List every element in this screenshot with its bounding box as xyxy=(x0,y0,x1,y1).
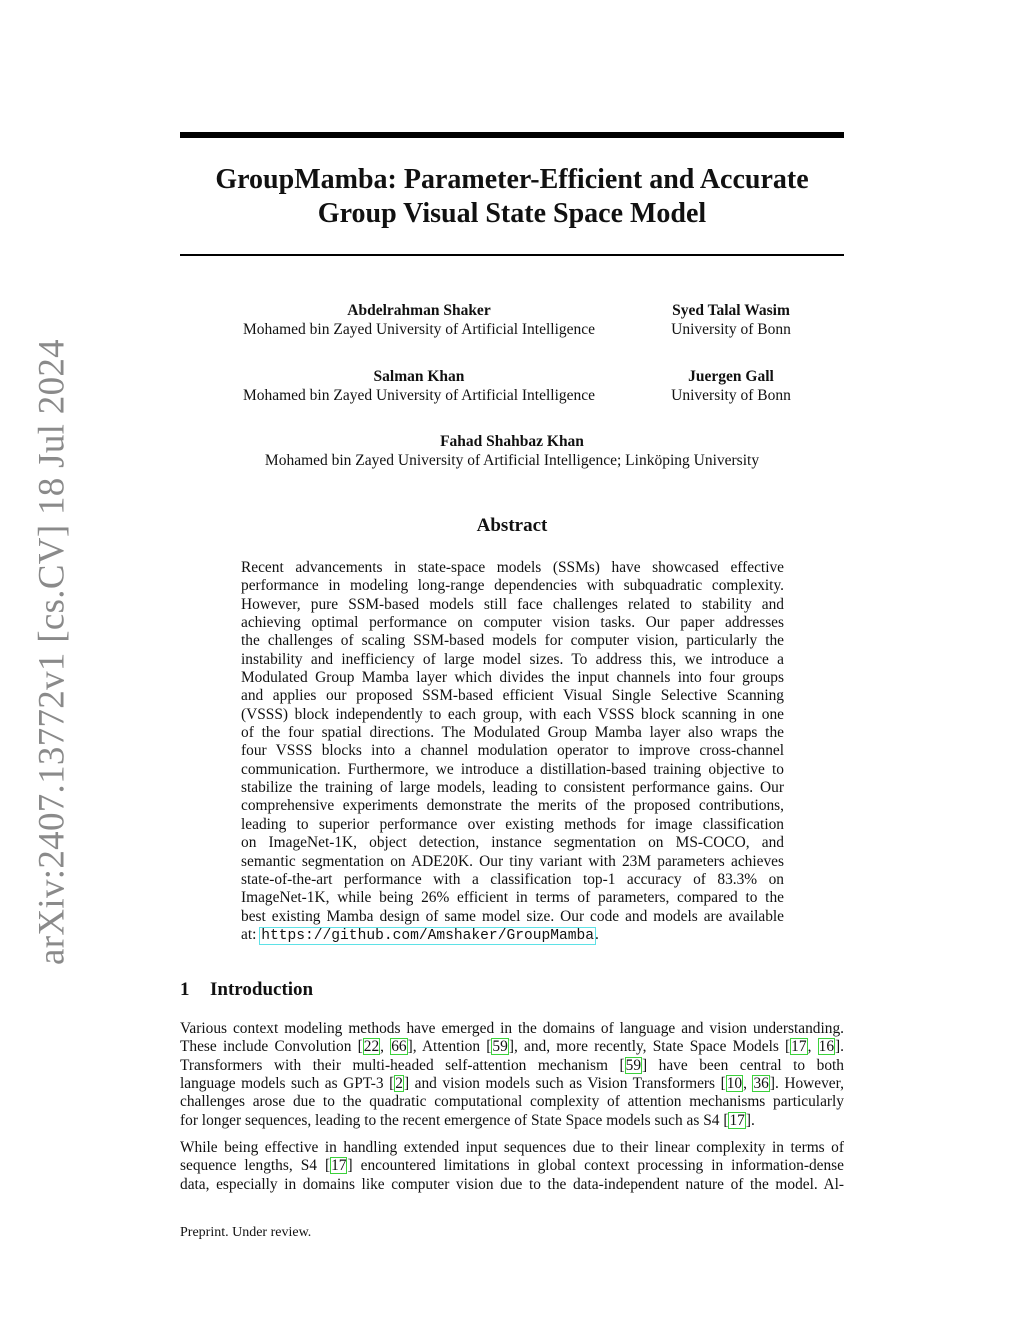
citation-link[interactable]: 2 xyxy=(395,1075,403,1093)
intro-line: Various context modeling methods have emerged in the domains of language and vision understanding. xyxy=(180,1020,844,1037)
intro-line xyxy=(180,1075,844,1093)
text-run: Transformers with their multi-headed self-attention mechanism [ xyxy=(180,1056,625,1074)
abstract-link-prefix: at: xyxy=(241,925,261,943)
abstract-line: the challenges of scaling SSM-based models for computer vision, particularly the xyxy=(241,632,784,650)
text-run: ] and vision models such as Vision Transformers [ xyxy=(403,1075,726,1093)
author-affiliation: Mohamed bin Zayed University of Artificial Intelligence xyxy=(242,387,596,404)
author-block xyxy=(650,367,812,405)
author-affiliation: University of Bonn xyxy=(671,387,791,404)
author-block xyxy=(220,301,618,339)
arxiv-identifier-stamp: arXiv:2407.13772v1 [cs.CV] 18 Jul 2024 xyxy=(31,339,73,965)
footer-note: Preprint. Under review. xyxy=(180,1225,312,1240)
citation-link[interactable]: 17 xyxy=(791,1038,807,1056)
abstract-line: four VSSS blocks into a channel modulation operator to improve cross-channel xyxy=(241,742,784,760)
paper-title xyxy=(180,163,844,231)
text-run: for longer sequences, leading to the recent emergence of State Space models such as S4 [ xyxy=(180,1111,729,1129)
text-run: ], Attention [ xyxy=(407,1038,492,1056)
text-run: ]. However, xyxy=(769,1075,844,1093)
abstract-line: of the four spatial directions. The Modulated Group Mamba layer also wraps the xyxy=(241,724,784,742)
abstract-line: However, pure SSM-based models still face challenges related to stability and xyxy=(241,595,784,613)
intro-line xyxy=(180,1157,844,1175)
text-run: ] have been central to both xyxy=(642,1056,845,1074)
author-name: Juergen Gall xyxy=(688,368,774,385)
intro-line: data, especially in domains like computer vision due to the data-independent nature of the model. Al- xyxy=(180,1175,844,1193)
author-affiliation: Mohamed bin Zayed University of Artificial Intelligence; Linköping University xyxy=(264,452,760,469)
citation-link[interactable]: 59 xyxy=(625,1056,642,1074)
author-name: Fahad Shahbaz Khan xyxy=(440,433,584,450)
citation-link[interactable]: 22 xyxy=(363,1038,380,1056)
author-affiliation: University of Bonn xyxy=(671,321,791,338)
author-name: Salman Khan xyxy=(373,368,465,385)
citation-link[interactable]: 36 xyxy=(753,1075,769,1093)
intro-paragraph-2 xyxy=(180,1139,844,1194)
abstract-line: (VSSS) block independently to each group, with each VSSS block scanning in one xyxy=(241,705,784,723)
text-run: language models such as GPT-3 [ xyxy=(180,1075,395,1093)
author-block xyxy=(180,432,844,470)
author-affiliation: Mohamed bin Zayed University of Artificial Intelligence xyxy=(242,321,596,338)
citation-link[interactable]: 10 xyxy=(726,1075,743,1093)
abstract-line: achieving optimal performance on computer vision tasks. Our paper addresses xyxy=(241,614,784,632)
section-heading xyxy=(180,979,313,1001)
citation-link[interactable]: 17 xyxy=(331,1157,347,1175)
abstract-last-line xyxy=(241,926,784,945)
text-run: ], and, more recently, State Space Models [ xyxy=(508,1038,791,1056)
abstract-line: ImageNet-1K, while being 26% efficient in terms of parameters, compared to the xyxy=(241,889,784,907)
author-block xyxy=(220,367,618,405)
paper-title-line-1: GroupMamba: Parameter-Efficient and Accurate xyxy=(215,164,809,195)
citation-link[interactable]: 17 xyxy=(729,1111,745,1129)
abstract-line: semantic segmentation on ADE20K. Our tiny variant with 23M parameters achieves xyxy=(241,852,784,870)
intro-line: challenges arose due to the quadratic computational complexity of attention mechanisms particularly xyxy=(180,1093,844,1111)
citation-link[interactable]: 59 xyxy=(492,1038,508,1056)
abstract-line: on ImageNet-1K, object detection, instance segmentation on MS-COCO, and xyxy=(241,834,784,852)
title-rule-top xyxy=(180,132,844,138)
intro-line: While being effective in handling extended input sequences due to their linear complexity in terms of xyxy=(180,1139,844,1156)
abstract-line: leading to superior performance over existing methods for image classification xyxy=(241,815,784,833)
abstract-line: instability and inefficiency of large model sizes. To address this, we introduce a xyxy=(241,650,784,668)
text-run: These include Convolution [ xyxy=(180,1038,363,1056)
abstract-line: Modulated Group Mamba layer which divides the input channels into four groups xyxy=(241,669,784,687)
text-run: , xyxy=(743,1075,753,1093)
abstract-line: comprehensive experiments demonstrate the merits of the proposed contributions, xyxy=(241,797,784,815)
github-link[interactable]: https://github.com/Amshaker/GroupMamba xyxy=(261,927,595,944)
citation-link[interactable]: 16 xyxy=(818,1038,835,1056)
abstract-body xyxy=(241,559,784,945)
abstract-link-suffix: . xyxy=(595,925,599,943)
text-run: sequence lengths, S4 [ xyxy=(180,1157,331,1175)
intro-paragraph-1 xyxy=(180,1020,844,1130)
text-run: , xyxy=(807,1038,818,1056)
abstract-line: and applies our proposed SSM-based efficient Visual Single Selective Scanning xyxy=(241,687,784,705)
author-name: Syed Talal Wasim xyxy=(672,302,790,319)
title-rule-bottom xyxy=(180,254,844,256)
text-run: ]. xyxy=(745,1111,755,1129)
author-block xyxy=(650,301,812,339)
intro-line xyxy=(180,1038,844,1056)
section-number: 1 xyxy=(180,979,190,1000)
text-run: , xyxy=(380,1038,391,1056)
abstract-line: communication. Furthermore, we introduce a distillation-based training objective to xyxy=(241,760,784,778)
abstract-line: stabilize the training of large models, leading to consistent performance gains. Our xyxy=(241,779,784,797)
citation-link[interactable]: 66 xyxy=(391,1038,407,1056)
paper-title-line-2: Group Visual State Space Model xyxy=(317,198,707,229)
abstract-line: performance in modeling long-range dependencies with subquadratic complexity. xyxy=(241,577,784,595)
abstract-line: Recent advancements in state-space models (SSMs) have showcased effective xyxy=(241,559,784,576)
author-name: Abdelrahman Shaker xyxy=(347,302,491,319)
text-run: ] encountered limitations in global context processing in information-dense xyxy=(347,1157,845,1175)
abstract-heading: Abstract xyxy=(476,515,548,536)
abstract-line: state-of-the-art performance with a classification top-1 accuracy of 83.3% on xyxy=(241,870,784,888)
intro-line xyxy=(180,1112,844,1130)
text-run: ]. xyxy=(835,1038,844,1056)
intro-line xyxy=(180,1057,844,1075)
abstract-line: best existing Mamba design of same model size. Our code and models are available xyxy=(241,907,784,925)
section-title: Introduction xyxy=(210,979,314,1000)
